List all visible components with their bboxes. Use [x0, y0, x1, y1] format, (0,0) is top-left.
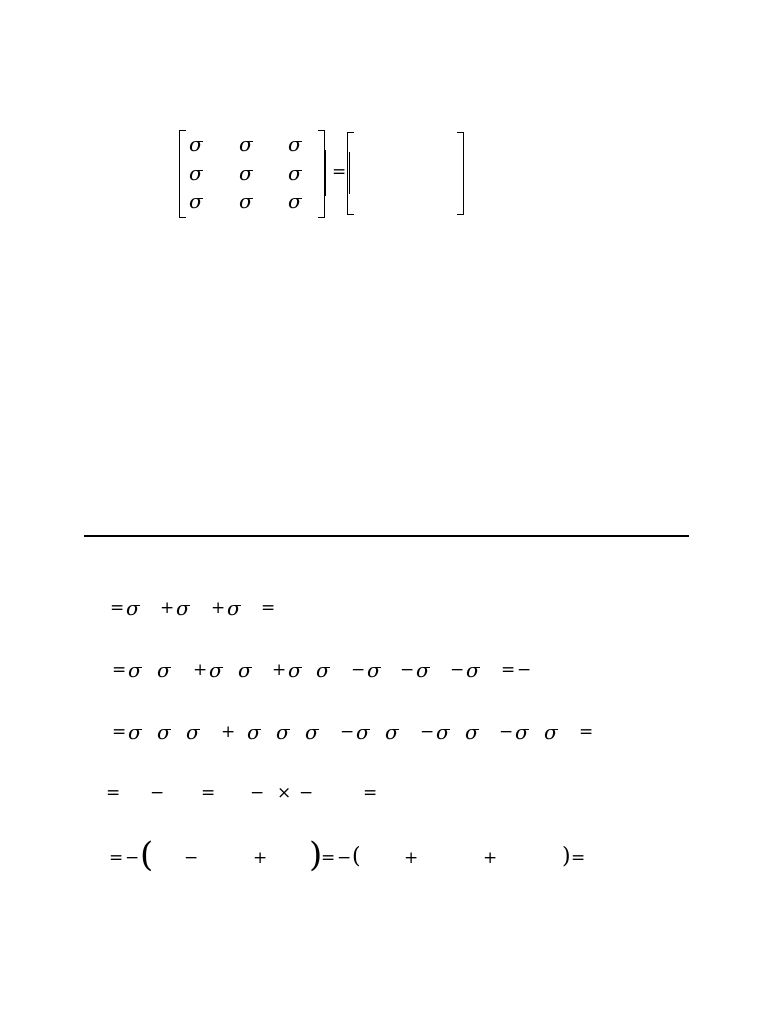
- sigma-symbol: σ: [316, 658, 330, 682]
- horizontal-rule: [84, 535, 689, 537]
- plus-sign: +: [193, 660, 208, 680]
- matrix-right-bracket-inner: [320, 150, 326, 196]
- minus-sign: −: [517, 660, 532, 680]
- matrix-cell: σ: [189, 189, 203, 213]
- sigma-symbol: σ: [247, 720, 261, 744]
- open-paren: (: [140, 835, 154, 875]
- minus-sign: −: [420, 722, 435, 742]
- sigma-symbol: σ: [466, 658, 480, 682]
- plus-sign: +: [272, 660, 287, 680]
- plus-sign: +: [221, 722, 236, 742]
- sigma-symbol: σ: [276, 720, 290, 744]
- sigma-symbol: σ: [288, 658, 302, 682]
- minus-sign: −: [400, 660, 415, 680]
- sigma-symbol: σ: [176, 596, 190, 620]
- matrix-cell: σ: [288, 132, 302, 156]
- sigma-symbol: σ: [305, 720, 319, 744]
- sigma-symbol: σ: [157, 658, 171, 682]
- equals-sign: =: [106, 783, 121, 803]
- result-right-bracket: [457, 132, 464, 215]
- equals-sign: =: [501, 660, 516, 680]
- sigma-symbol: σ: [436, 720, 450, 744]
- matrix-cell: σ: [239, 132, 253, 156]
- plus-sign: +: [253, 848, 268, 868]
- sigma-symbol: σ: [367, 658, 381, 682]
- minus-sign: −: [450, 660, 465, 680]
- sigma-symbol: σ: [128, 720, 142, 744]
- equals-sign: =: [321, 848, 336, 868]
- sigma-symbol: σ: [128, 658, 142, 682]
- matrix-cell: σ: [288, 161, 302, 185]
- equals-sign: =: [110, 598, 125, 618]
- close-paren: ): [309, 835, 323, 875]
- minus-sign: −: [250, 783, 265, 803]
- minus-sign: −: [299, 783, 314, 803]
- matrix-cell: σ: [288, 189, 302, 213]
- sigma-symbol: σ: [515, 720, 529, 744]
- minus-sign: −: [499, 722, 514, 742]
- plus-sign: +: [483, 848, 498, 868]
- equals-sign: =: [571, 848, 586, 868]
- sigma-symbol: σ: [227, 596, 241, 620]
- minus-sign: −: [337, 848, 352, 868]
- times-sign: ×: [277, 783, 292, 803]
- plus-sign: +: [404, 848, 419, 868]
- matrix-cell: σ: [189, 132, 203, 156]
- equals-sign: =: [363, 783, 378, 803]
- minus-sign: −: [125, 848, 140, 868]
- sigma-symbol: σ: [465, 720, 479, 744]
- equals-sign: =: [112, 660, 127, 680]
- equals-sign: =: [261, 598, 276, 618]
- equals-sign: =: [109, 848, 124, 868]
- matrix-cell: σ: [239, 161, 253, 185]
- matrix-cell: σ: [189, 161, 203, 185]
- equals-sign: =: [201, 783, 216, 803]
- equals-sign: =: [112, 722, 127, 742]
- sigma-symbol: σ: [238, 658, 252, 682]
- equals-sign: =: [579, 722, 594, 742]
- matrix-left-bracket: [179, 130, 186, 218]
- open-paren: (: [352, 844, 361, 869]
- sigma-symbol: σ: [157, 720, 171, 744]
- sigma-symbol: σ: [209, 658, 223, 682]
- plus-sign: +: [160, 598, 175, 618]
- matrix-equals: =: [332, 162, 347, 182]
- sigma-symbol: σ: [544, 720, 558, 744]
- sigma-symbol: σ: [126, 596, 140, 620]
- sigma-symbol: σ: [385, 720, 399, 744]
- sigma-symbol: σ: [416, 658, 430, 682]
- minus-sign: −: [184, 848, 199, 868]
- minus-sign: −: [340, 722, 355, 742]
- minus-sign: −: [351, 660, 366, 680]
- sigma-symbol: σ: [186, 720, 200, 744]
- matrix-cell: σ: [239, 189, 253, 213]
- result-left-bracket-inner: [349, 152, 354, 194]
- close-paren: ): [562, 844, 571, 869]
- sigma-symbol: σ: [356, 720, 370, 744]
- plus-sign: +: [211, 598, 226, 618]
- minus-sign: −: [150, 783, 165, 803]
